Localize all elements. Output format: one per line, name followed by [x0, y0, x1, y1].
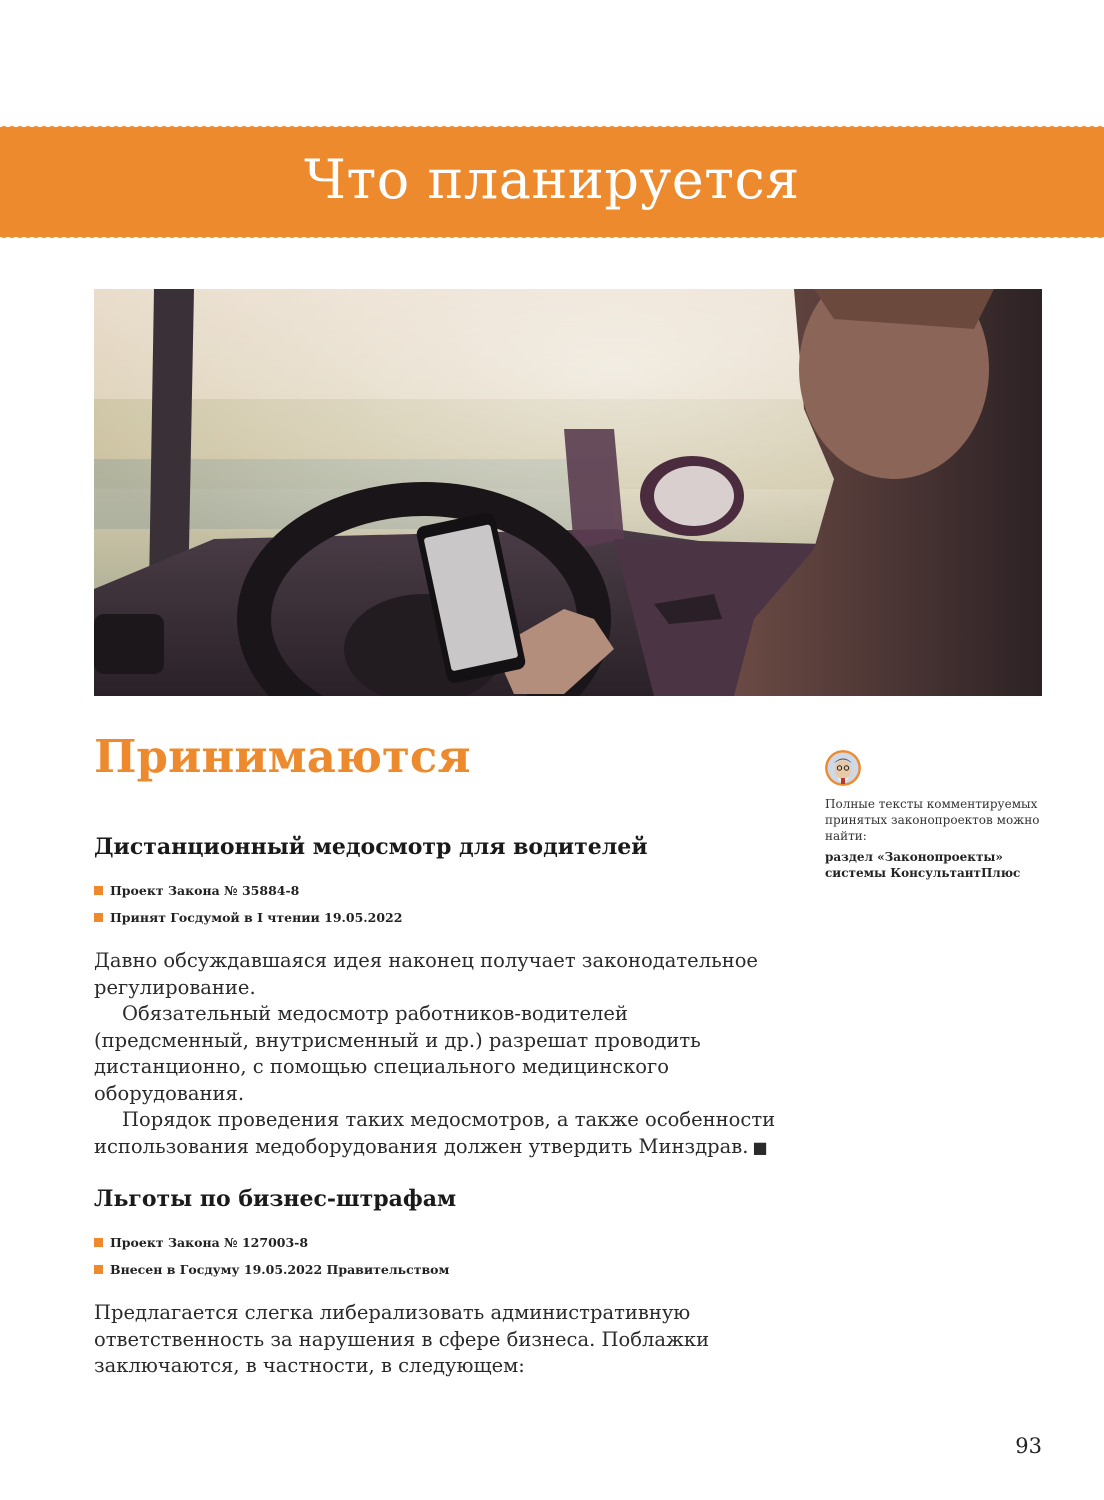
paragraph: Обязательный медосмотр работников-водителей (предсменный, внутрисменный и др.) разрешат проводить дистанционно, с помощью специального медицинского оборудования. — [94, 1002, 701, 1105]
orange-square-bullet — [94, 1238, 103, 1247]
article-title: Льготы по бизнес-штрафам — [94, 1186, 457, 1212]
article-photo — [94, 289, 1042, 696]
orange-square-bullet — [94, 1265, 103, 1274]
paragraph-text: Порядок проведения таких медосмотров, а также особенности использования медоборудования должен утвердить Минздрав. — [94, 1108, 776, 1158]
orange-square-bullet — [94, 913, 103, 922]
sidebar-note — [825, 750, 1055, 881]
meta-line — [94, 1234, 784, 1251]
end-of-article-mark: ■ — [752, 1137, 768, 1157]
banner-title: Что планируется — [304, 147, 800, 211]
meta-line — [94, 909, 784, 926]
professor-avatar-icon — [825, 750, 861, 786]
paragraph: Предлагается слегка либерализовать административную ответственность за нарушения в сфере бизнеса. Поблажки заключаются, в частности, в следующем: — [94, 1301, 710, 1377]
article-business-fines — [94, 1186, 784, 1380]
bill-number: Проект Закона № 35884-8 — [110, 883, 300, 898]
article-remote-medical-check — [94, 834, 784, 1161]
paragraph — [94, 1107, 784, 1161]
bill-status: Принят Госдумой в I чтении 19.05.2022 — [110, 910, 403, 925]
section-heading: Принимаются — [94, 730, 471, 783]
meta-line — [94, 1261, 784, 1278]
bill-status: Внесен в Госдуму 19.05.2022 Правительством — [110, 1262, 450, 1277]
banner-scalloped-edge-bottom — [0, 234, 1104, 240]
orange-square-bullet — [94, 886, 103, 895]
section-banner — [0, 127, 1104, 237]
page-number: 93 — [1015, 1434, 1042, 1458]
article-title: Дистанционный медосмотр для водителей — [94, 834, 648, 860]
paragraph: Давно обсуждавшаяся идея наконец получает законодательное регулирование. — [94, 949, 758, 999]
article-body — [94, 1300, 784, 1380]
meta-line — [94, 882, 784, 899]
sidebar-note-text: Полные тексты комментируемых принятых законопроектов можно найти: — [825, 797, 1040, 843]
article-body — [94, 948, 784, 1161]
bill-number: Проект Закона № 127003-8 — [110, 1235, 309, 1250]
sidebar-source-text: раздел «Законопроекты» системы КонсультантПлюс — [825, 850, 1021, 880]
